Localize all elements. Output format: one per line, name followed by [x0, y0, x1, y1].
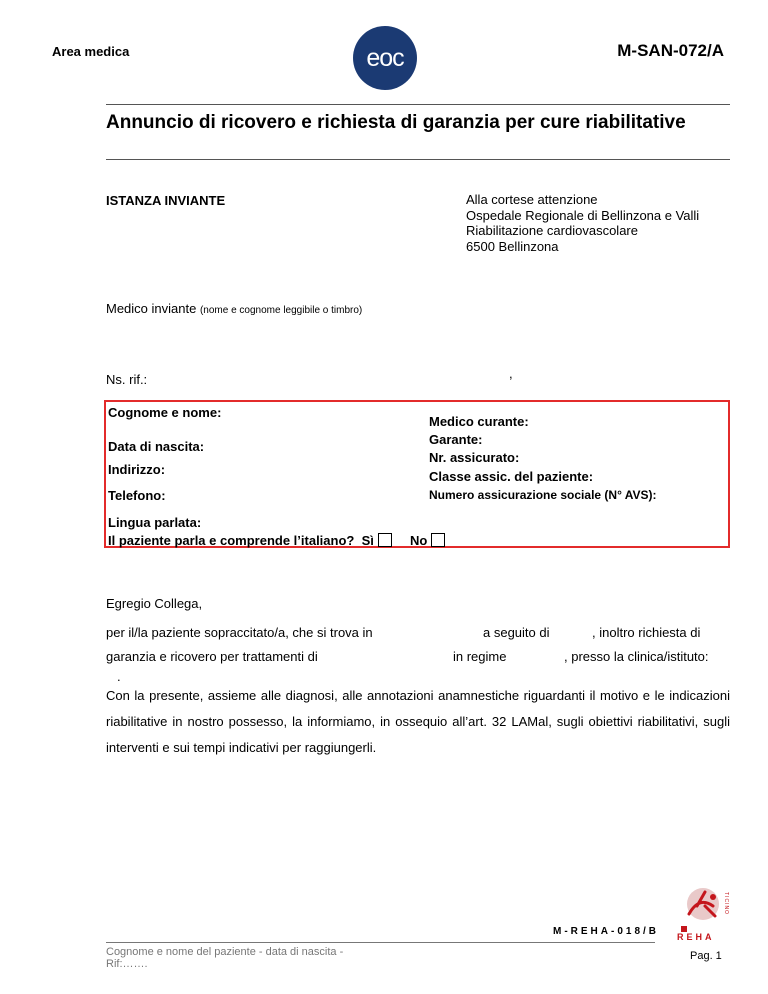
italian-question-text: Il paziente parla e comprende l’italiano? — [108, 533, 355, 548]
reha-logo-ticino: TICINO — [723, 892, 729, 915]
recipient-line: Alla cortese attenzione — [466, 192, 598, 207]
reha-logo-text: REHA — [677, 932, 715, 942]
letter-line1-c: , inoltro richiesta di — [592, 625, 701, 640]
reha-ticino-logo — [675, 888, 731, 954]
title-bottom-rule — [106, 159, 730, 160]
no-checkbox[interactable] — [431, 533, 445, 547]
letter-line1-a: per il/la paziente sopraccitato/a, che si trova in — [106, 625, 373, 640]
referring-doctor-label: Medico inviante — [106, 301, 197, 316]
page-number: Pag. 1 — [690, 950, 722, 962]
field-phone: Telefono: — [108, 488, 166, 503]
field-gp: Medico curante: — [429, 414, 529, 429]
referring-doctor — [106, 301, 362, 316]
field-language: Lingua parlata: — [108, 515, 202, 530]
footer-ref-line: Rif:……. — [106, 958, 148, 970]
recipient-line: 6500 Bellinzona — [466, 238, 559, 254]
no-label: No — [409, 533, 428, 548]
title-top-rule — [106, 104, 730, 105]
letter-greeting: Egregio Collega, — [106, 596, 203, 611]
recipient-line: Riabilitazione cardiovascolare — [466, 223, 638, 238]
sender-label: ISTANZA INVIANTE — [106, 193, 226, 208]
recipient-address — [466, 192, 699, 254]
footer-rule — [106, 942, 655, 943]
italian-question — [108, 533, 445, 548]
letter-line2-a: garanzia e ricovero per trattamenti di — [106, 649, 318, 664]
recipient-line: Ospedale Regionale di Bellinzona e Valli — [466, 207, 700, 223]
field-insured-number: Nr. assicurato: — [429, 450, 520, 465]
reference-comma: , — [509, 366, 513, 381]
letter-line1-b: a seguito di — [483, 625, 550, 640]
letter-dot: . — [117, 669, 121, 684]
letter-line2-c: , presso la clinica/istituto: — [564, 649, 709, 664]
area-label: Area medica — [52, 44, 130, 59]
footer-patient-line: Cognome e nome del paziente - data di nascita - — [106, 946, 344, 958]
footer-patient-ref — [106, 946, 343, 970]
eoc-logo-text: eoc — [366, 43, 404, 72]
referring-doctor-hint: (nome e cognome leggibile o timbro) — [199, 305, 363, 316]
letter-paragraph: Con la presente, assieme alle diagnosi, alle annotazioni anamnestiche riguardanti il motivo e le indicazioni riabilitative in nostro possesso, la informiamo, in ossequio all’art. 32 LAMal, sugli obiettivi riabilitativi, sugli interventi e sui tempi indicativi per raggiungerli. — [106, 688, 730, 755]
reha-logo-head — [710, 894, 716, 900]
field-avs-number: Numero assicurazione sociale (N° AVS): — [429, 488, 657, 502]
field-birthdate: Data di nascita: — [108, 439, 205, 454]
field-name: Cognome e nome: — [108, 405, 222, 420]
yes-label: Sì — [361, 533, 374, 548]
reference-label: Ns. rif.: — [106, 372, 148, 387]
form-code: M-REHA-018/B — [553, 926, 660, 937]
document-code: M-SAN-072/A — [617, 41, 724, 60]
yes-checkbox[interactable] — [378, 533, 392, 547]
eoc-logo — [353, 26, 417, 90]
field-guarantor: Garante: — [429, 432, 483, 447]
field-insurance-class: Classe assic. del paziente: — [429, 469, 594, 484]
document-title: Annuncio di ricovero e richiesta di garanzia per cure riabilitative — [106, 112, 686, 133]
field-address: Indirizzo: — [108, 462, 166, 477]
letter-line2-b: in regime — [453, 649, 507, 664]
